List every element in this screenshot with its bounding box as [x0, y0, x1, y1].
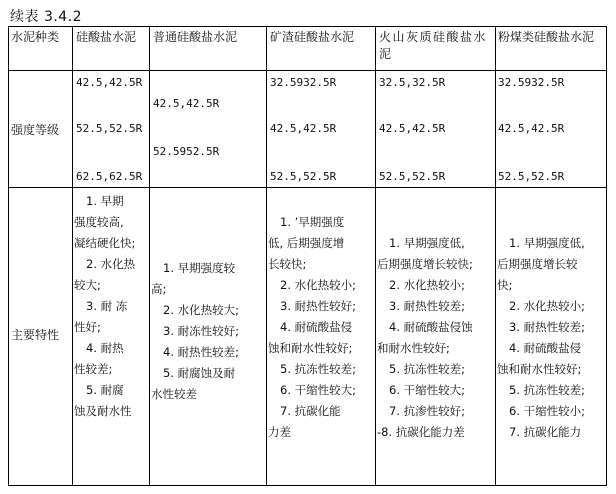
- feature-line: 5. 抗冻性较差;: [509, 383, 586, 397]
- feature-line: 3. 耐热性较差;: [509, 320, 586, 334]
- feature-line: 1. 早期强度较: [163, 261, 236, 275]
- column-divider: [375, 26, 376, 486]
- feature-line: 3. 耐热性较好;: [280, 299, 357, 313]
- row-label-strength: 强度等级: [11, 123, 60, 137]
- header-fly-ash-portland: 粉煤类硅酸盐水泥: [498, 30, 595, 44]
- feature-line: 6. 干缩性较大;: [389, 383, 466, 397]
- feature-line: 1. 早期强度低,: [389, 236, 465, 250]
- feature-line: 快;: [497, 278, 513, 292]
- feature-line: 3. 耐冻性较好;: [163, 324, 240, 338]
- feature-line: 2. 水化热较小;: [280, 278, 357, 292]
- feature-line: 性较差;: [74, 362, 113, 376]
- feature-line: 7. 抗碳化能力: [509, 425, 582, 439]
- strength-value: 32.5,32.5R: [379, 76, 446, 89]
- strength-value: 42.5,42.5R: [153, 97, 220, 110]
- column-divider: [149, 26, 150, 486]
- strength-value: 52.5,52.5R: [270, 170, 337, 183]
- strength-value: 32.5932.5R: [498, 76, 565, 89]
- feature-line: 5. 抗冻性较差;: [280, 362, 357, 376]
- feature-line: 长较快;: [268, 257, 307, 271]
- feature-line: 高;: [151, 282, 167, 296]
- strength-value: 42.5,42.5R: [379, 122, 446, 135]
- feature-line: 蚀和耐水性较好;: [497, 362, 582, 376]
- header-slag-portland: 矿渣硅酸盐水泥: [270, 30, 355, 44]
- strength-value: 62.5,62.5R: [76, 170, 143, 183]
- feature-line: 4. 耐硫酸盐侵: [280, 320, 353, 334]
- features-pozzolanic-portland: [377, 233, 494, 443]
- header-pozzolanic-portland: 火山灰质硅酸盐水泥: [379, 30, 488, 61]
- feature-line: 1. ’早期强度: [280, 215, 345, 229]
- feature-line: 4. 耐硫酸盐侵: [509, 341, 582, 355]
- feature-line: 2. 水化热较小;: [509, 299, 586, 313]
- features-portland: [74, 191, 148, 422]
- column-divider: [266, 26, 267, 486]
- row-divider: [8, 187, 607, 188]
- table-border-bottom: [8, 485, 607, 486]
- feature-line: 较大;: [74, 278, 101, 292]
- feature-line: 后期强度增长较快;: [377, 257, 473, 271]
- feature-line: 2. 水化热较小;: [389, 278, 466, 292]
- header-portland: 硅酸盐水泥: [76, 30, 137, 44]
- feature-line: 4. 耐热: [86, 341, 124, 355]
- feature-line: 3. 耐热性较差;: [389, 299, 466, 313]
- feature-line: 1. 早期强度低,: [509, 236, 585, 250]
- feature-line: -8. 抗碳化能力差: [377, 425, 465, 439]
- table-title: 续表 3.4.2: [10, 9, 83, 25]
- column-divider: [495, 26, 496, 486]
- cement-table: [8, 26, 607, 486]
- feature-line: 水性较差: [151, 387, 197, 401]
- strength-value: 42.5,42.5R: [270, 122, 337, 135]
- feature-line: 后期强度增长较: [497, 257, 578, 271]
- feature-line: 3. 耐 冻: [86, 299, 128, 313]
- strength-value: 52.5952.5R: [153, 145, 220, 158]
- features-slag-portland: [268, 212, 374, 443]
- column-divider: [72, 26, 73, 486]
- feature-line: 5. 耐腐: [86, 383, 124, 397]
- strength-value: 42.5,42.5R: [76, 76, 143, 89]
- row-divider: [8, 70, 607, 71]
- table-border-right: [606, 26, 607, 486]
- feature-line: 蚀及耐水性: [74, 404, 132, 418]
- feature-line: 1. 早期: [86, 194, 124, 208]
- header-ordinary-portland: 普通硅酸盐水泥: [153, 30, 238, 44]
- feature-line: 2. 水化热: [86, 257, 136, 271]
- feature-line: 5. 耐腐蚀及耐: [163, 366, 236, 380]
- feature-line: 6. 干缩性较大;: [280, 383, 357, 397]
- feature-line: 4. 耐热性较差;: [163, 345, 240, 359]
- strength-value: 52.5,52.5R: [379, 170, 446, 183]
- row-label-features: 主要特性: [11, 328, 60, 342]
- strength-value: 52.5,52.5R: [498, 170, 565, 183]
- feature-line: 7. 抗碳化能: [280, 404, 341, 418]
- feature-line: 5. 抗冻性较差;: [389, 362, 466, 376]
- strength-value: 42.5,42.5R: [498, 122, 565, 135]
- feature-line: 2. 水化热较大;: [163, 303, 240, 317]
- feature-line: 6. 干缩性较小;: [509, 404, 586, 418]
- feature-line: 性好;: [74, 320, 101, 334]
- feature-line: 和耐水性较好;: [377, 341, 450, 355]
- feature-line: 凝结硬化快;: [74, 236, 136, 250]
- feature-line: 7. 抗渗性较好;: [389, 404, 466, 418]
- table-border-top: [8, 26, 607, 27]
- strength-value: 52.5,52.5R: [76, 122, 143, 135]
- feature-line: 力差: [268, 425, 291, 439]
- features-ordinary-portland: [151, 258, 265, 405]
- strength-value: 32.5932.5R: [270, 76, 337, 89]
- feature-line: 4. 耐硫酸盐侵蚀: [389, 320, 473, 334]
- features-fly-ash-portland: [497, 233, 605, 443]
- header-cement-type: 水泥种类: [11, 30, 60, 44]
- feature-line: 低, 后期强度增: [268, 236, 345, 250]
- feature-line: 蚀和耐水性较好;: [268, 341, 353, 355]
- table-border-left: [8, 26, 9, 486]
- feature-line: 强度较高,: [74, 215, 124, 229]
